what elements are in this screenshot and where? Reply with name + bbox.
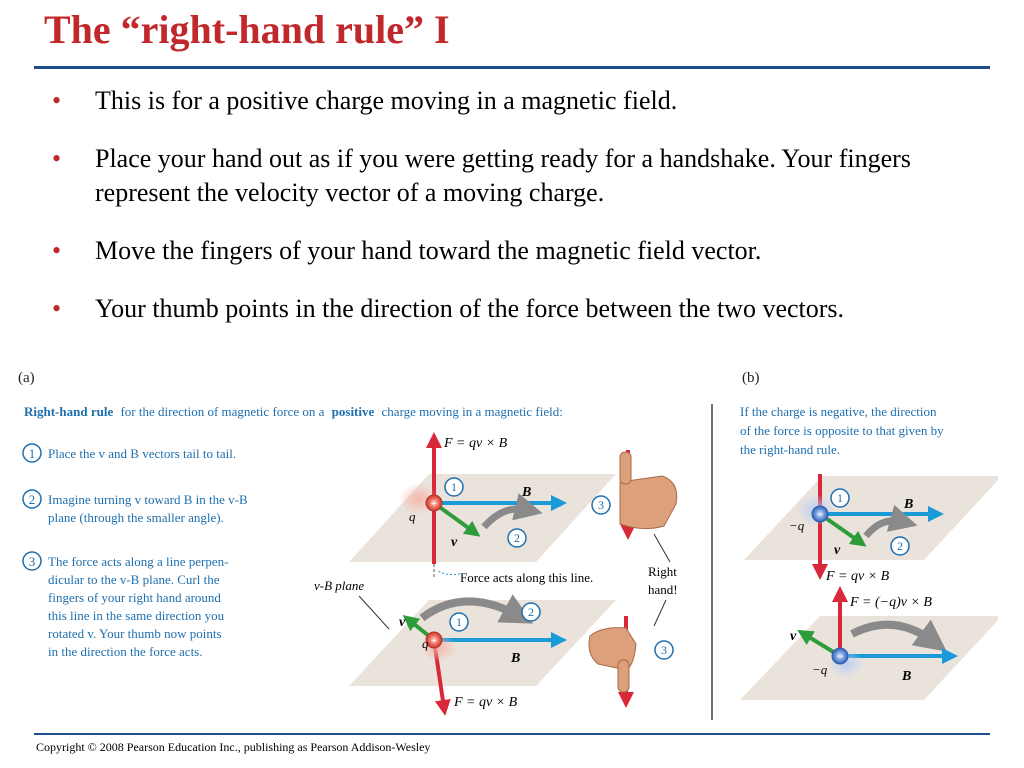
heading-end: charge moving in a magnetic field: (381, 404, 563, 419)
bullet-item (50, 234, 950, 268)
vb-plane (349, 474, 616, 562)
marker-1-b-num: 1 (837, 491, 843, 505)
step-3-line: this line in the same direction you (48, 608, 225, 623)
bottom-diagram (349, 600, 616, 710)
step-3 (23, 552, 228, 659)
step-2-line-1: Imagine turning v toward B in the v-B (48, 492, 248, 507)
bullet-item (50, 292, 950, 326)
step-1 (23, 444, 236, 462)
hand-pointer-top (654, 534, 670, 562)
marker-3-num: 3 (598, 498, 604, 512)
step-1-text: Place the v and B vectors tail to tail. (48, 446, 237, 461)
bullet-item (50, 142, 950, 210)
step-3-line: fingers of your right hand around (48, 590, 221, 605)
figure-svg (14, 364, 998, 724)
right-hand-label-1: Right (648, 564, 677, 579)
step-1-number: 1 (28, 446, 36, 461)
plane-label: v-B plane (314, 578, 365, 593)
copyright-text: Copyright © 2008 Pearson Education Inc., publishing as Pearson Addison-Wesley (36, 740, 431, 754)
b-label-b-bottom: B (902, 669, 912, 684)
marker-2-bottom-num: 2 (528, 605, 534, 619)
force-label-b-bottom: F = (−q)v × B (850, 595, 932, 610)
step-2-number: 2 (28, 492, 36, 507)
panel-a-label: (a) (18, 370, 35, 386)
thumb-down-icon (618, 660, 629, 692)
marker-2-b-num: 2 (897, 539, 903, 553)
force-line-label: Force acts along this line. (460, 570, 594, 585)
force-line-pointer (437, 570, 460, 575)
hand-pointer-bottom (654, 600, 666, 626)
step-3-number: 3 (28, 554, 36, 569)
positive-sign: + (430, 498, 438, 510)
bullet-text: Place your hand out as if you were getting ready for a handshake. Your fingers represent the velocity vector of a moving charge. (95, 144, 911, 207)
force-label-top: F = qv × B (444, 436, 508, 451)
step-3-line: dicular to the v-B plane. Curl the (48, 572, 220, 587)
q-label-b: −q (789, 518, 805, 533)
slide-title: The “right-hand rule” I (44, 7, 450, 52)
right-hand-label-2: hand! (648, 582, 678, 597)
q-label-b-bottom: −q (812, 662, 828, 677)
step-3-line: in the direction the force acts. (48, 644, 203, 659)
thumb-up-icon (620, 452, 631, 484)
bullet-marker: • (52, 86, 62, 115)
b-label-b: B (904, 497, 914, 512)
v-label-bottom: v (399, 615, 406, 630)
bullet-item (50, 84, 950, 118)
panel-b-line-3: the right-hand rule. (740, 442, 840, 457)
negative-sign-bottom: − (836, 649, 844, 663)
right-hand-up (592, 450, 677, 532)
force-label-b-top: F = qv × B (826, 569, 890, 584)
bullet-marker: • (52, 294, 62, 323)
v-label-b: v (834, 543, 841, 558)
panel-b-top-diagram (744, 474, 998, 584)
heading-bold2: positive (331, 404, 375, 419)
panel-a-heading (24, 404, 563, 419)
marker-1-num: 1 (451, 480, 457, 494)
panel-b-bottom-diagram (740, 594, 998, 700)
top-diagram (349, 436, 616, 564)
step-2-line-2: plane (through the smaller angle). (48, 510, 224, 525)
right-hand-down (589, 616, 673, 700)
force-label-bottom: F = qv × B (454, 695, 518, 710)
step-2 (23, 490, 248, 525)
bullet-marker: • (52, 144, 62, 173)
step-3-line: The force acts along a line perpen- (48, 554, 229, 569)
plane-pointer-line (359, 596, 389, 629)
marker-2-num: 2 (514, 531, 520, 545)
bullet-list (50, 84, 950, 350)
bullet-text: Move the fingers of your hand toward the magnetic field vector. (95, 236, 762, 265)
q-label: q (409, 509, 416, 524)
title-divider (34, 66, 990, 69)
positive-sign-bottom: + (430, 635, 438, 647)
panel-b-label: (b) (742, 370, 760, 386)
v-label-b-bottom: v (790, 629, 797, 644)
heading-bold: Right-hand rule (24, 404, 114, 419)
marker-1-bottom-num: 1 (456, 615, 462, 629)
bullet-marker: • (52, 236, 62, 265)
bullet-text: This is for a positive charge moving in a magnetic field. (95, 86, 678, 115)
step-3-line: rotated v. Your thumb now points (48, 626, 222, 641)
b-label-bottom: B (511, 651, 521, 666)
vb-plane-bottom (349, 600, 616, 686)
right-hand-rule-figure (14, 364, 998, 724)
panel-b-line-1: If the charge is negative, the direction (740, 404, 937, 419)
b-label: B (522, 485, 532, 500)
panel-b-line-2: of the force is opposite to that given by (740, 423, 944, 438)
v-label: v (451, 535, 458, 550)
vb-plane-b (744, 476, 998, 560)
negative-sign: − (816, 507, 824, 521)
marker-3-bottom-num: 3 (661, 643, 667, 657)
footer-divider (34, 733, 990, 735)
bullet-text: Your thumb points in the direction of the force between the two vectors. (95, 294, 845, 323)
heading-mid: for the direction of magnetic force on a (120, 404, 325, 419)
q-label-bottom: q (422, 636, 429, 651)
